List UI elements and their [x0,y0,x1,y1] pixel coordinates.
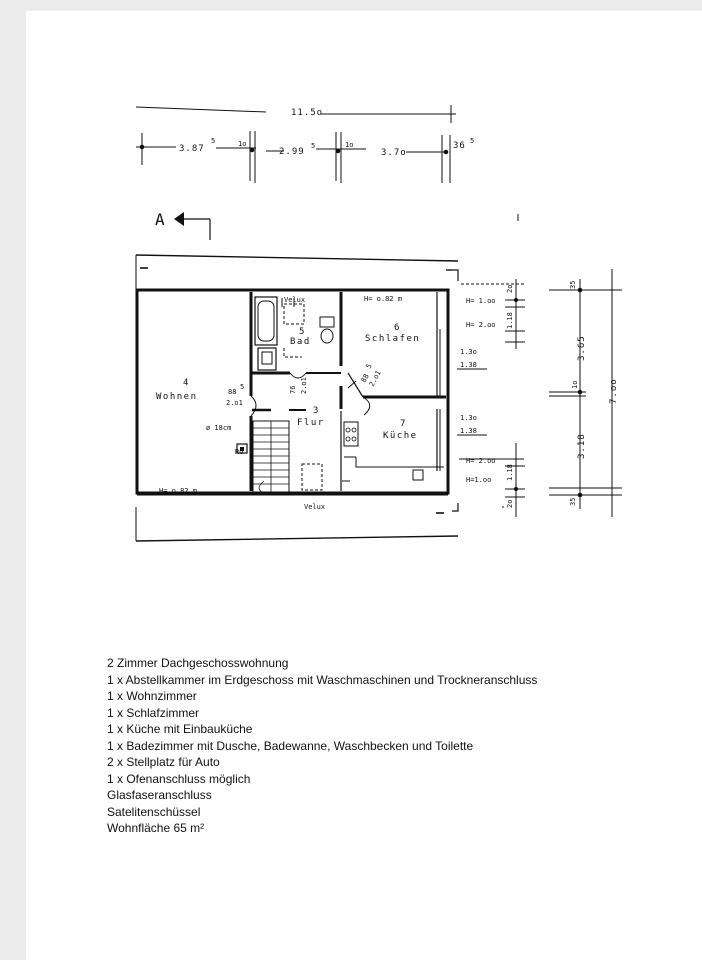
room-number-kueche: 7 [400,419,407,429]
dim-right-total: 7.oo [609,378,619,404]
document-page [26,11,702,960]
feature-item: 1 x Badezimmer mit Dusche, Badewanne, Waschbecken und Toilette [107,738,474,753]
room-name-bad: Bad [290,337,311,347]
chimney-label: RÖ [235,448,244,456]
height-label-wohnen: H= o.82 m [159,487,197,495]
floor-plan [26,11,702,651]
door-schlafen-width-sup: 5 [364,362,374,370]
door-flur-height: 2.o1 [300,377,308,394]
door-wohnen-height: 2.o1 [226,399,243,407]
room-number-schlafen: 6 [394,323,401,333]
height-200-bottom: H= 2.oo [466,457,496,465]
dim-right-bottom: 35 [569,497,577,506]
feature-item: Wohnfläche 65 m² [107,821,205,835]
room-name-schlafen: Schlafen [365,334,421,344]
dim-118-top: 1.18 [506,312,514,329]
dim-segment-1-sup: 5 [211,137,216,145]
room-number-flur: 3 [313,406,320,416]
feature-item: Glasfaseranschluss [107,788,212,802]
velux-top-label: Velux [284,296,306,304]
dim-right-upper: 3.65 [577,335,587,361]
feature-list [107,655,537,837]
dim-2o-bottom: 2o [506,499,514,508]
height-200-top: H= 2.oo [466,321,496,329]
feature-item: 1 x Ofenanschluss möglich [107,771,251,786]
dim-segment-2-sup: 5 [311,142,316,150]
room-name-wohnen: Wohnen [156,392,198,402]
feature-item: 2 x Stellplatz für Auto [107,755,220,769]
room-number-bad: 5 [299,327,306,337]
chimney-diameter: ø 18cm [206,424,232,432]
door-wohnen-width: 88 [228,388,237,396]
feature-item: 1 x Küche mit Einbauküche [107,722,253,736]
feature-item: 2 Zimmer Dachgeschosswohnung [107,656,289,670]
height-100-bottom: H=1.oo [466,476,492,484]
height-label-schlafen: H= o.82 m [364,295,402,303]
dim-total-width: 11.5o [291,108,324,118]
feature-item: Satelitenschüssel [107,804,201,819]
dim-118-bottom: 1.18 [506,464,514,481]
door-schlafen-width: 88 [359,372,371,384]
dim-right-lower: 3.18 [577,433,587,459]
window-bottom-height: 1.38 [460,427,477,435]
door-flur-width: 76 [289,385,297,394]
dim-segment-2: 2.99 [279,147,305,157]
door-wohnen-width-sup: 5 [240,383,245,391]
door-schlafen-height: 2.o1 [367,369,383,388]
feature-item: 1 x Wohnzimmer [107,689,197,703]
section-marker: A [155,210,165,229]
dim-segment-4: 36 [453,141,466,151]
dim-wall-2: 1o [345,141,354,149]
velux-bottom-label: Velux [304,503,326,511]
height-100-top: H= 1.oo [466,297,496,305]
room-name-kueche: Küche [383,431,418,441]
dim-right-top: 35 [569,280,577,289]
dim-wall-1: 1o [238,140,247,148]
feature-item: 1 x Schlafzimmer [107,705,200,720]
dim-2o-top: 2o [506,284,514,293]
dim-right-middle: 1o [571,380,579,389]
window-bottom-width: 1.3o [460,414,477,422]
dim-segment-3: 3.7o [381,148,407,158]
window-top-height: 1.38 [460,361,477,369]
dim-segment-4-sup: 5 [470,137,475,145]
room-name-flur: Flur [297,418,325,428]
room-number-wohnen: 4 [183,378,190,388]
feature-item: 1 x Abstellkammer im Erdgeschoss mit Waschmaschinen und Trockneranschluss [107,672,538,687]
dim-segment-1: 3.87 [179,144,205,154]
window-top-width: 1.3o [460,348,477,356]
